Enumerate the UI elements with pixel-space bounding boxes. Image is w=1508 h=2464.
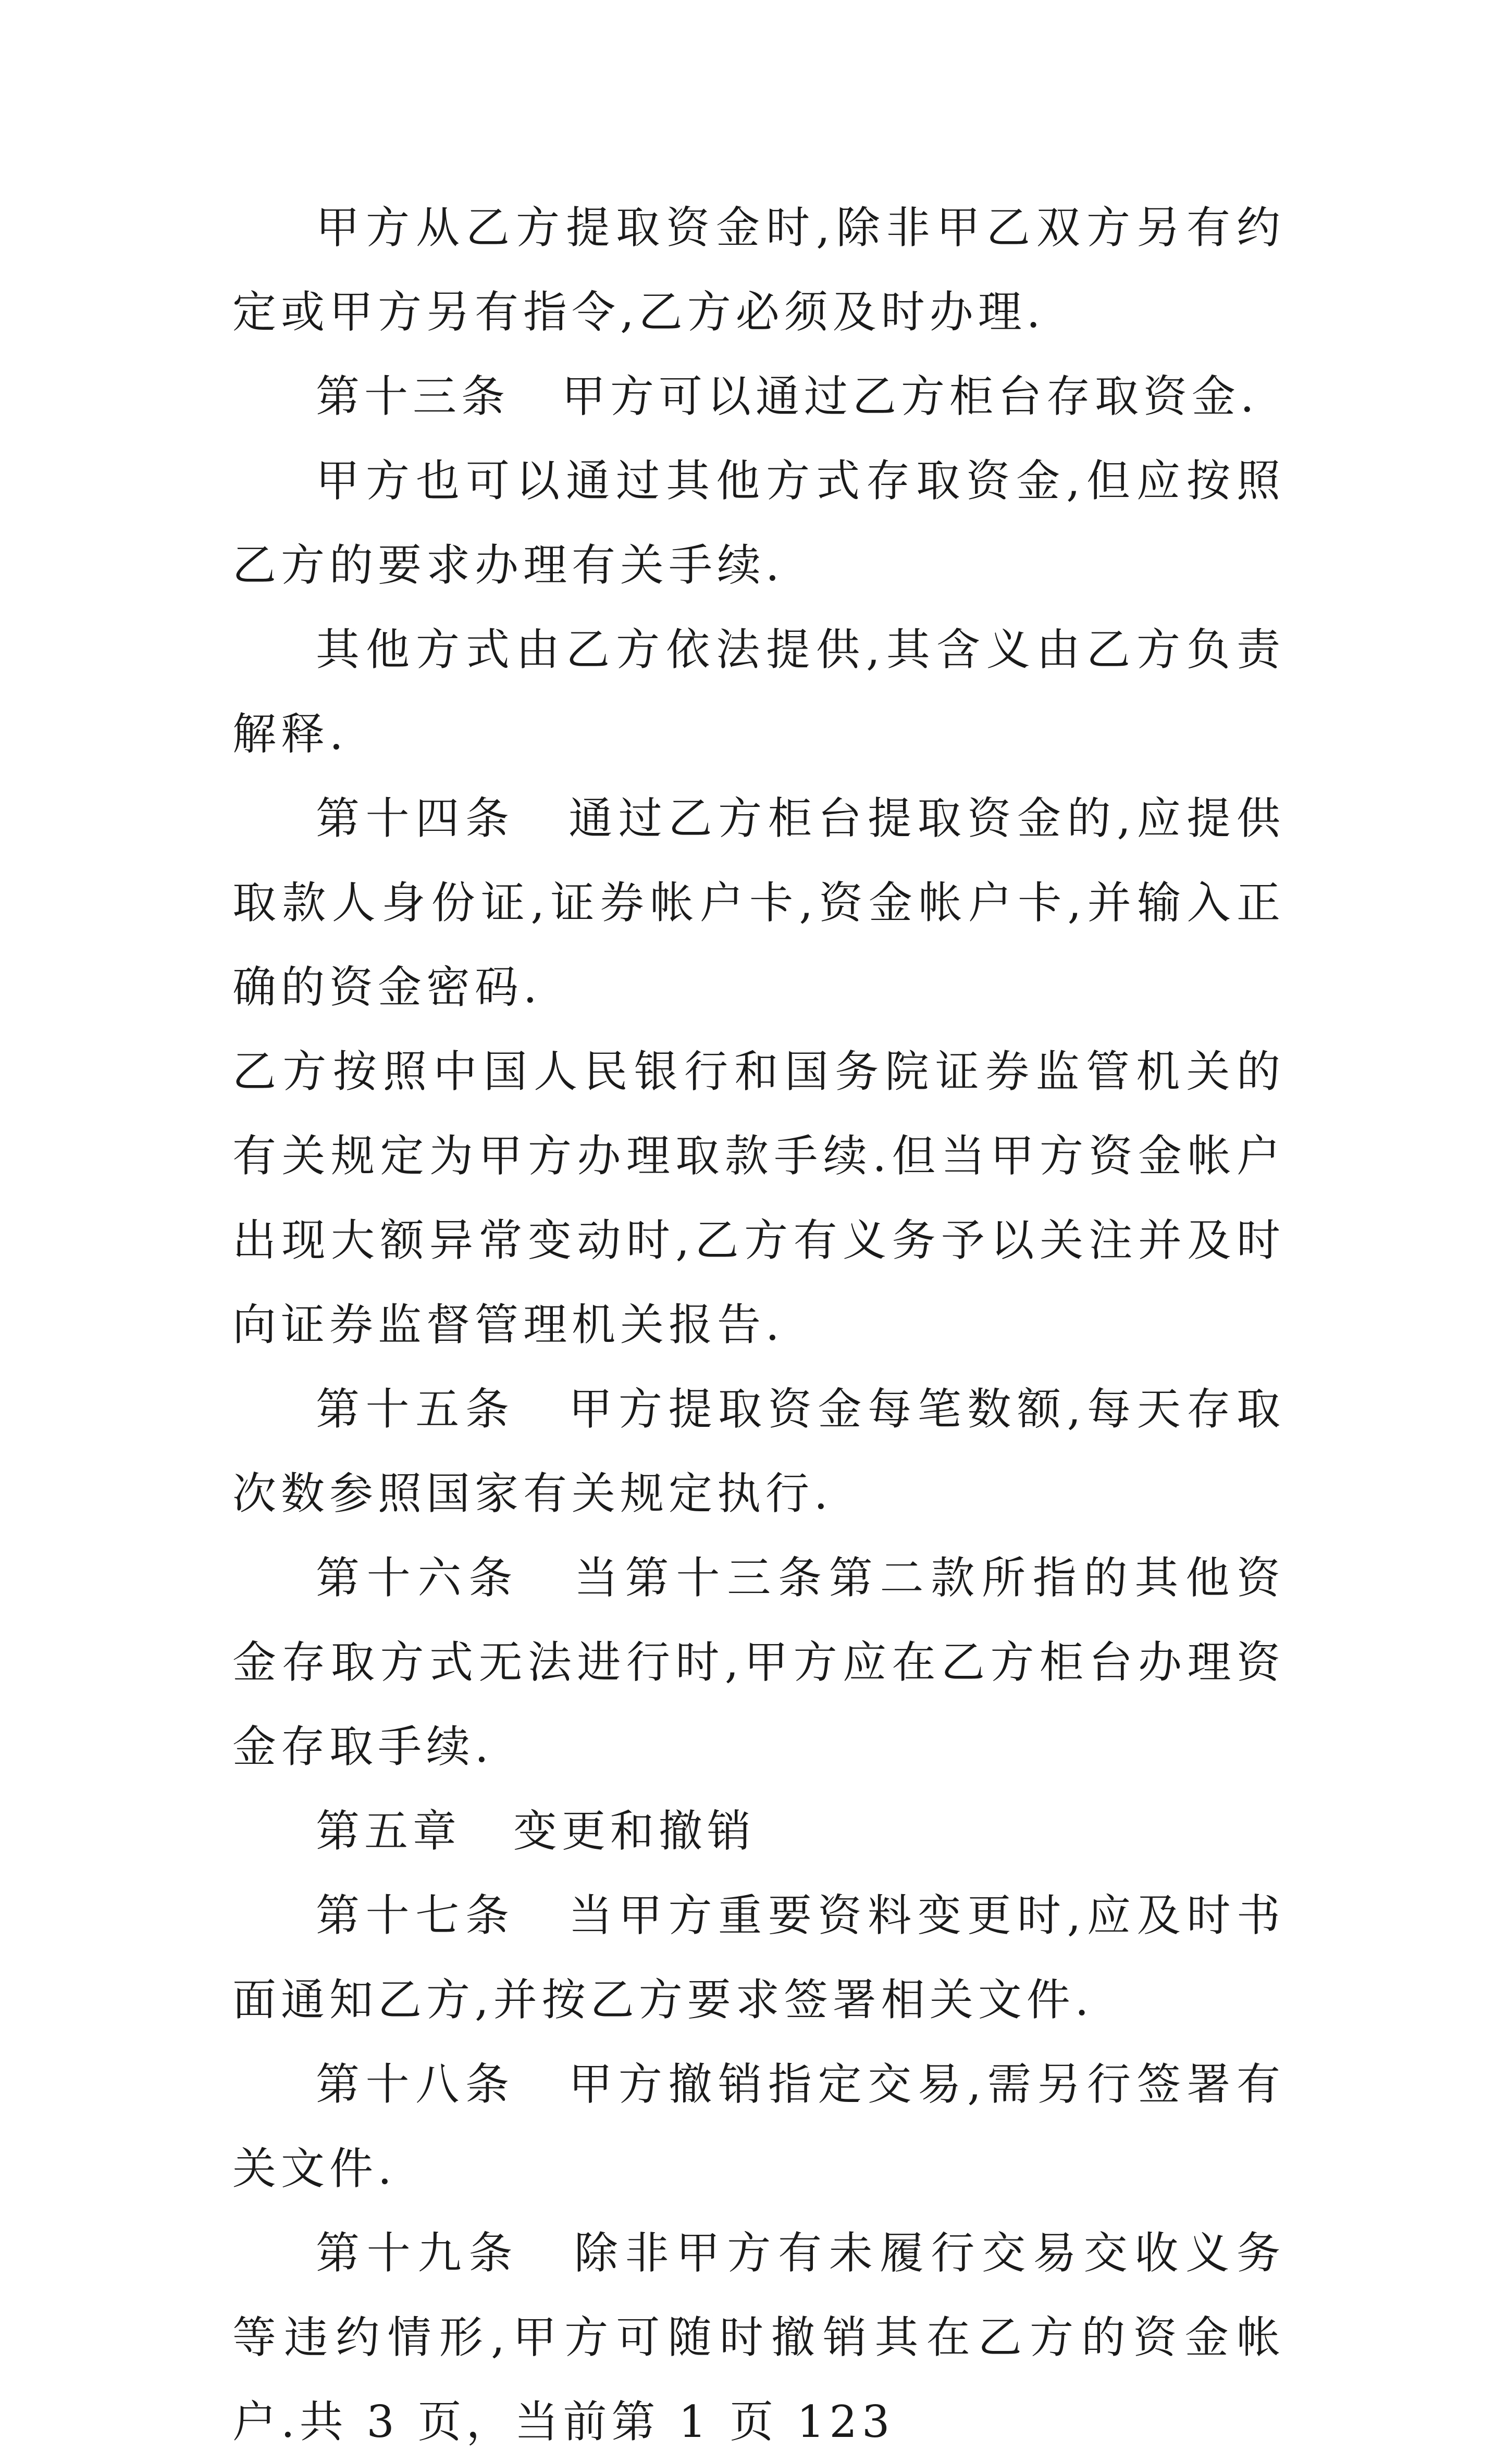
paragraph-text: 甲方可以通过乙方柜台存取资金. bbox=[562, 371, 1259, 422]
paragraph-text: 当第十三条第二款所指的其他资金存取方式无法进行时,甲方应在乙方柜台办理资金存取手续. bbox=[232, 1552, 1285, 1772]
paragraph-3 bbox=[232, 439, 1285, 607]
paragraph-text: 甲方提取资金每笔数额,每天存取次数参照国家有关规定执行. bbox=[232, 1384, 1285, 1519]
article-heading: 第十三条 bbox=[316, 371, 510, 422]
article-heading: 第十七条 bbox=[316, 1890, 515, 1941]
paragraph-6 bbox=[232, 1029, 1285, 1367]
paragraph-1 bbox=[232, 185, 1285, 354]
chapter-title: 变更和撤销 bbox=[513, 1806, 756, 1857]
article-13 bbox=[232, 354, 1285, 439]
article-heading: 第十五条 bbox=[316, 1384, 515, 1435]
paragraph-4 bbox=[232, 607, 1285, 776]
paragraph-text: 甲方从乙方提取资金时,除非甲乙双方另有约定或甲方另有指令,乙方必须及时办理. bbox=[232, 202, 1285, 338]
article-16 bbox=[232, 1536, 1285, 1789]
paragraph-text: 乙方按照中国人民银行和国务院证券监管机关的有关规定为甲方办理取款手续.但当甲方资金帐户出现大额异常变动时,乙方有义务予以关注并及时向证券监督管理机关报告. bbox=[232, 1046, 1285, 1350]
document-body bbox=[232, 185, 1285, 2464]
article-19 bbox=[232, 2211, 1285, 2464]
article-heading: 第十六条 bbox=[316, 1552, 520, 1603]
article-heading: 第十八条 bbox=[316, 2059, 515, 2110]
article-14 bbox=[232, 776, 1285, 1029]
article-18 bbox=[232, 2042, 1285, 2211]
paragraph-text: 其他方式由乙方依法提供,其含义由乙方负责解释. bbox=[232, 624, 1285, 760]
article-15 bbox=[232, 1367, 1285, 1536]
paragraph-text: 除非甲方有未履行交易交收义务等违约情形,甲方可随时撤销其在乙方的资金帐户. bbox=[232, 2227, 1285, 2447]
paragraph-text: 甲方也可以通过其他方式存取资金,但应按照乙方的要求办理有关手续. bbox=[232, 455, 1285, 591]
article-17 bbox=[232, 1873, 1285, 2042]
page-indicator: 共 3 页，当前第 1 页 123 bbox=[299, 2396, 895, 2447]
article-heading: 第十九条 bbox=[316, 2227, 520, 2279]
paragraph-text: 通过乙方柜台提取资金的,应提供取款人身份证,证券帐户卡,资金帐户卡,并输入正确的资金密码. bbox=[232, 793, 1285, 1013]
article-heading: 第十四条 bbox=[316, 793, 515, 844]
chapter-heading: 第五章 bbox=[316, 1806, 462, 1857]
chapter-5-heading bbox=[232, 1789, 1285, 1873]
paragraph-text: 甲方撤销指定交易,需另行签署有关文件. bbox=[232, 2059, 1285, 2194]
paragraph-text: 当甲方重要资料变更时,应及时书面通知乙方,并按乙方要求签署相关文件. bbox=[232, 1890, 1285, 2025]
